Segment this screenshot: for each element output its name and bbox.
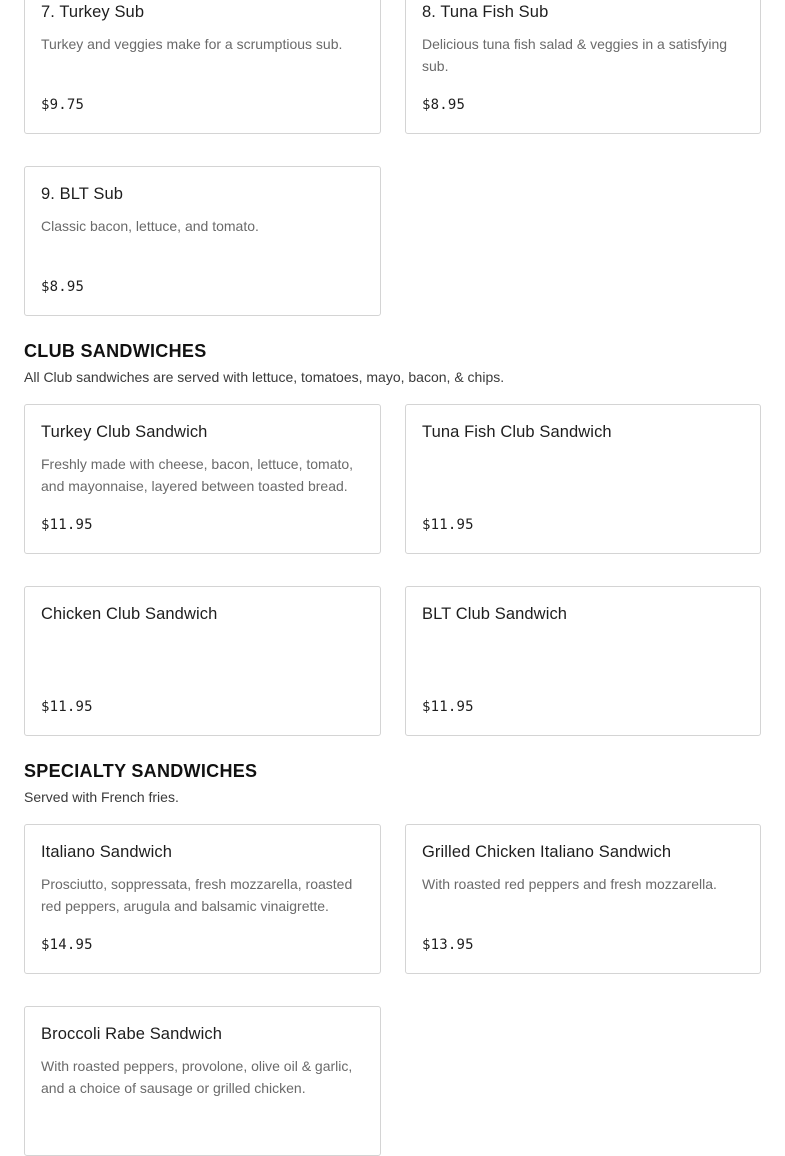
item-description: With roasted red peppers and fresh mozzarella. bbox=[422, 876, 717, 892]
section-note: All Club sandwiches are served with lettuce, tomatoes, mayo, bacon, & chips. bbox=[24, 369, 505, 385]
item-description: With roasted peppers, provolone, olive oil & garlic, and a choice of sausage or grilled chicken. bbox=[41, 1058, 353, 1096]
item-description: Turkey and veggies make for a scrumptious sub. bbox=[41, 36, 343, 52]
item-name: 8. Tuna Fish Sub bbox=[422, 3, 549, 21]
specialty-section-header bbox=[24, 760, 785, 806]
item-price: $13.95 bbox=[422, 937, 474, 953]
item-name: Tuna Fish Club Sandwich bbox=[422, 423, 612, 441]
section-title: CLUB SANDWICHES bbox=[24, 341, 207, 361]
menu-item-card[interactable] bbox=[24, 166, 381, 316]
item-name: 7. Turkey Sub bbox=[41, 3, 145, 21]
item-price: $8.95 bbox=[422, 97, 466, 113]
item-price: $8.95 bbox=[41, 279, 85, 295]
menu-item-card[interactable] bbox=[24, 404, 381, 554]
item-price: $11.95 bbox=[422, 699, 474, 715]
item-name: 9. BLT Sub bbox=[41, 185, 124, 203]
item-price: $11.95 bbox=[41, 517, 93, 533]
item-name: Chicken Club Sandwich bbox=[41, 605, 218, 623]
item-price: $11.95 bbox=[41, 699, 93, 715]
section-note: Served with French fries. bbox=[24, 789, 179, 805]
item-description: Prosciutto, soppressata, fresh mozzarella, roasted red peppers, arugula and balsamic vinaigrette. bbox=[41, 876, 353, 914]
menu-item-card[interactable] bbox=[405, 586, 761, 736]
item-name: Broccoli Rabe Sandwich bbox=[41, 1025, 223, 1043]
item-name: Italiano Sandwich bbox=[41, 843, 173, 861]
menu-item-card[interactable] bbox=[405, 0, 761, 134]
menu-item-card[interactable] bbox=[24, 0, 381, 134]
item-description: Delicious tuna fish salad & veggies in a satisfying sub. bbox=[422, 36, 728, 74]
item-description: Classic bacon, lettuce, and tomato. bbox=[41, 218, 259, 234]
section-title: SPECIALTY SANDWICHES bbox=[24, 761, 258, 781]
club-grid bbox=[24, 404, 785, 736]
item-name: BLT Club Sandwich bbox=[422, 605, 568, 623]
item-price: $9.75 bbox=[41, 97, 85, 113]
menu-item-card[interactable] bbox=[24, 824, 381, 974]
club-section-header bbox=[24, 340, 785, 386]
item-description: Freshly made with cheese, bacon, lettuce, tomato, and mayonnaise, layered between toasted bread. bbox=[41, 456, 354, 494]
specialty-grid bbox=[24, 824, 785, 1156]
item-price: $14.95 bbox=[41, 937, 93, 953]
item-name: Grilled Chicken Italiano Sandwich bbox=[422, 843, 672, 861]
item-name: Turkey Club Sandwich bbox=[41, 423, 208, 441]
subs-grid bbox=[24, 0, 785, 316]
item-price: $11.95 bbox=[422, 517, 474, 533]
menu-item-card[interactable] bbox=[405, 404, 761, 554]
menu-item-card[interactable] bbox=[405, 824, 761, 974]
menu-item-card[interactable] bbox=[24, 586, 381, 736]
menu-item-card[interactable] bbox=[24, 1006, 381, 1156]
